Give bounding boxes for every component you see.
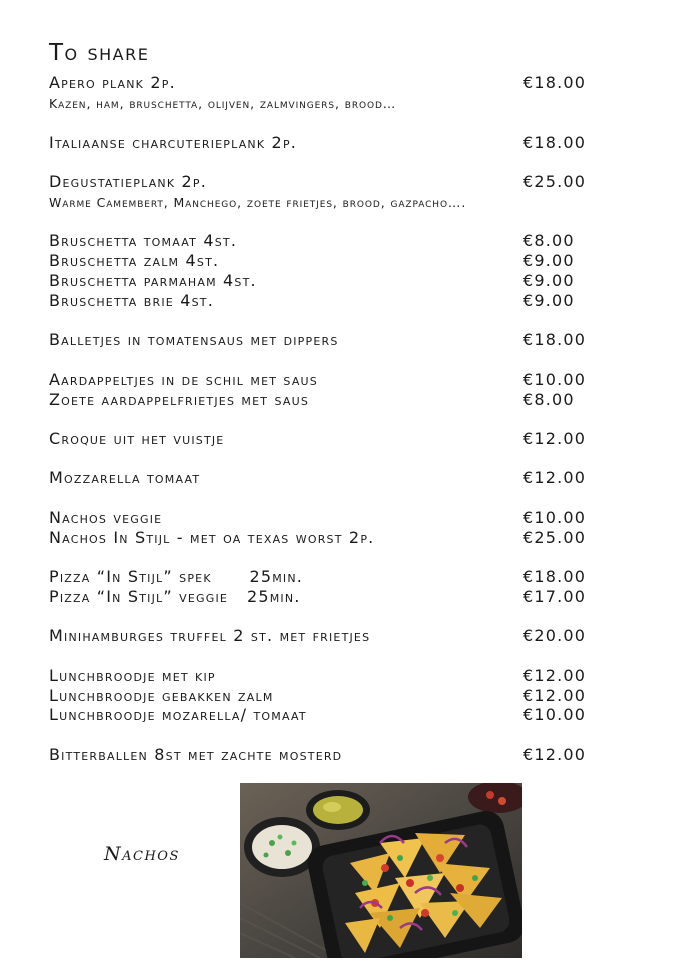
item-price: €12.00 <box>523 666 587 685</box>
menu-title: To share <box>49 40 150 66</box>
item-name: Pizza “In Stijl” veggie 25min. <box>49 587 301 606</box>
item-price: €25.00 <box>523 172 587 191</box>
item-name: Zoete aardappelfrietjes met saus <box>49 390 310 409</box>
item-description: Warme Camembert, Manchego, zoete frietjes, brood, gazpacho…. <box>49 195 467 210</box>
nachos-photo <box>240 783 522 958</box>
item-name: Degustatieplank 2p. <box>49 172 208 191</box>
item-name: Croque uit het vuistje <box>49 429 225 448</box>
item-name: Lunchbroodje gebakken zalm <box>49 686 274 705</box>
item-price: €18.00 <box>523 133 587 152</box>
item-price: €12.00 <box>523 468 587 487</box>
item-price: €17.00 <box>523 587 587 606</box>
menu-item <box>49 567 609 587</box>
menu-item <box>49 73 609 93</box>
item-name: Lunchbroodje met kip <box>49 666 216 685</box>
menu-item <box>49 666 609 686</box>
item-name: Nachos veggie <box>49 508 163 527</box>
item-price: €18.00 <box>523 73 587 92</box>
item-price: €25.00 <box>523 528 587 547</box>
item-name: Aardappeltjes in de schil met saus <box>49 370 318 389</box>
item-price: €9.00 <box>523 291 575 310</box>
item-price: €9.00 <box>523 251 575 270</box>
item-description: Kazen, ham, bruschetta, olijven, zalmvingers, brood… <box>49 96 397 111</box>
item-name: Bruschetta zalm 4st. <box>49 251 220 270</box>
item-name: Balletjes in tomatensaus met dippers <box>49 330 339 349</box>
item-name: Nachos In Stijl - met oa texas worst 2p. <box>49 528 375 547</box>
item-price: €20.00 <box>523 626 587 645</box>
item-price: €10.00 <box>523 705 587 724</box>
menu-item <box>49 745 609 765</box>
menu-item <box>49 172 609 192</box>
menu-item <box>49 429 609 449</box>
item-price: €9.00 <box>523 271 575 290</box>
item-price: €18.00 <box>523 567 587 586</box>
item-name: Pizza “In Stijl” spek 25min. <box>49 567 304 586</box>
item-name: Apero plank 2p. <box>49 73 176 92</box>
menu-item <box>49 251 609 271</box>
item-price: €12.00 <box>523 745 587 764</box>
menu-item <box>49 508 609 528</box>
menu-item <box>49 271 609 291</box>
item-name: Bruschetta parmaham 4st. <box>49 271 257 290</box>
item-name: Italiaanse charcuterieplank 2p. <box>49 133 298 152</box>
menu-item <box>49 686 609 706</box>
menu-item <box>49 390 609 410</box>
menu-item <box>49 291 609 311</box>
item-name: Lunchbroodje mozarella/ tomaat <box>49 705 307 724</box>
item-price: €8.00 <box>523 390 575 409</box>
menu-item <box>49 528 609 548</box>
item-price: €10.00 <box>523 370 587 389</box>
item-name: Mozzarella tomaat <box>49 468 201 487</box>
menu-item <box>49 330 609 350</box>
item-name: Minihamburges truffel 2 st. met frietjes <box>49 626 371 645</box>
menu-item <box>49 370 609 390</box>
item-price: €12.00 <box>523 429 587 448</box>
menu-item <box>49 626 609 646</box>
photo-caption: Nachos <box>104 843 180 865</box>
menu-item <box>49 231 609 251</box>
menu-item <box>49 705 609 725</box>
menu-item <box>49 133 609 153</box>
item-price: €12.00 <box>523 686 587 705</box>
item-price: €10.00 <box>523 508 587 527</box>
nachos-illustration <box>240 783 522 958</box>
item-price: €8.00 <box>523 231 575 250</box>
menu-item <box>49 587 609 607</box>
menu-item <box>49 468 609 488</box>
item-name: Bitterballen 8st met zachte mosterd <box>49 745 343 764</box>
item-name: Bruschetta brie 4st. <box>49 291 214 310</box>
item-price: €18.00 <box>523 330 587 349</box>
item-name: Bruschetta tomaat 4st. <box>49 231 238 250</box>
